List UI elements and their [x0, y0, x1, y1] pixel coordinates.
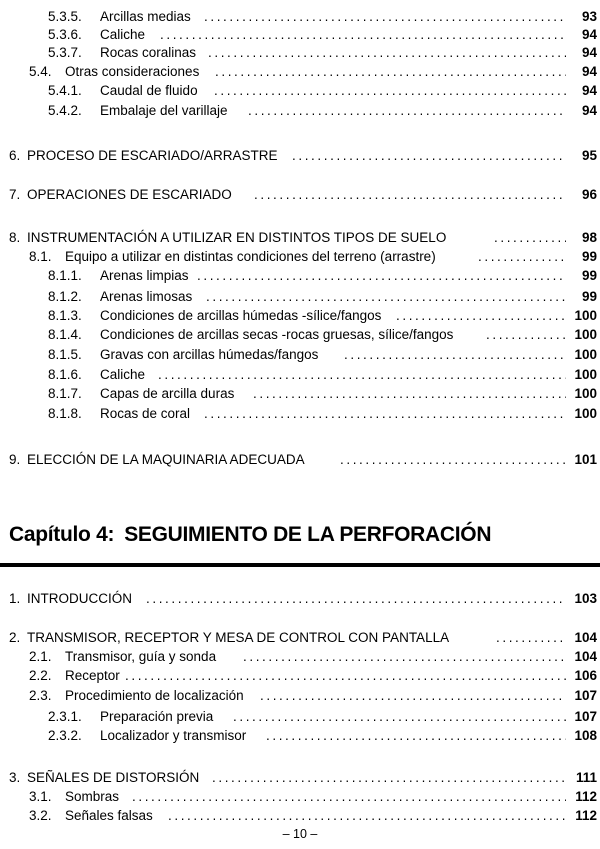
entry-title: Procedimiento de localización — [65, 688, 244, 703]
entry-number: 2.3.1. — [48, 709, 82, 724]
entry-number: 1. — [9, 591, 21, 606]
entry-title: OPERACIONES DE ESCARIADO — [27, 187, 232, 202]
entry-number: 8.1.4. — [48, 327, 82, 342]
toc-entry — [0, 788, 600, 806]
entry-title: Caudal de fluido — [100, 83, 198, 98]
dot-leader — [494, 229, 566, 247]
toc-entry — [0, 648, 600, 666]
toc-entry — [0, 8, 600, 26]
entry-page: 94 — [581, 64, 597, 79]
page-number: – 10 – — [282, 827, 318, 841]
entry-number: 8.1. — [29, 249, 52, 264]
entry-title: SEÑALES DE DISTORSIÓN — [27, 770, 200, 785]
entry-number: 8.1.3. — [48, 308, 82, 323]
entry-title: TRANSMISOR, RECEPTOR Y MESA DE CONTROL CON PANTALLA — [27, 630, 450, 645]
dot-leader — [197, 267, 566, 285]
entry-page: 107 — [574, 709, 597, 724]
toc-entry — [0, 708, 600, 726]
entry-page: 112 — [575, 808, 597, 823]
entry-title: Sombras — [65, 789, 120, 804]
dot-leader — [486, 326, 566, 344]
dot-leader — [132, 788, 566, 806]
entry-title: Equipo a utilizar en distintas condiciones del terreno (arrastre) — [65, 249, 436, 264]
toc-entry — [0, 687, 600, 705]
entry-page: 100 — [574, 367, 597, 382]
dot-leader — [496, 629, 566, 647]
dot-leader — [158, 366, 566, 384]
toc-entry — [0, 727, 600, 745]
entry-number: 5.4.2. — [48, 103, 82, 118]
entry-title: Embalaje del varillaje — [100, 103, 228, 118]
entry-number: 7. — [9, 187, 21, 202]
dot-leader — [204, 8, 566, 26]
dot-leader — [206, 288, 566, 306]
toc-entry — [0, 229, 600, 247]
entry-page: 103 — [574, 591, 597, 606]
entry-title: Arenas limosas — [100, 289, 193, 304]
toc-entry — [0, 82, 600, 100]
toc-entry — [0, 186, 600, 204]
toc-entry — [0, 267, 600, 285]
entry-number: 5.3.7. — [48, 45, 82, 60]
entry-title: Condiciones de arcillas húmedas -sílice/fangos — [100, 308, 382, 323]
dot-leader — [168, 807, 566, 825]
dot-leader — [146, 590, 566, 608]
toc-entry — [0, 288, 600, 306]
entry-number: 5.3.5. — [48, 9, 82, 24]
entry-number: 6. — [9, 148, 21, 163]
entry-page: 100 — [574, 327, 597, 342]
toc-entry — [0, 248, 600, 266]
chapter-divider — [0, 563, 600, 567]
entry-title: Transmisor, guía y sonda — [65, 649, 217, 664]
entry-number: 3.2. — [29, 808, 52, 823]
entry-title: Arcillas medias — [100, 9, 191, 24]
dot-leader — [253, 385, 566, 403]
entry-number: 2.1. — [29, 649, 52, 664]
entry-number: 8.1.7. — [48, 386, 82, 401]
entry-number: 8.1.1. — [48, 268, 82, 283]
entry-title: Arenas limpias — [100, 268, 189, 283]
dot-leader — [160, 26, 566, 44]
entry-page: 94 — [581, 27, 597, 42]
dot-leader — [292, 147, 566, 165]
chapter-title: SEGUIMIENTO DE LA PERFORACIÓN — [124, 523, 492, 546]
dot-leader — [204, 405, 566, 423]
dot-leader — [214, 82, 566, 100]
dot-leader — [215, 63, 566, 81]
toc-entry — [0, 405, 600, 423]
entry-title: Señales falsas — [65, 808, 153, 823]
entry-number: 3. — [9, 770, 21, 785]
chapter-label: Capítulo 4: — [9, 523, 115, 546]
dot-leader — [344, 346, 566, 364]
entry-title: Localizador y transmisor — [100, 728, 247, 743]
dot-leader — [243, 648, 566, 666]
entry-title: INSTRUMENTACIÓN A UTILIZAR EN DISTINTOS TIPOS DE SUELO — [27, 230, 447, 245]
entry-page: 95 — [581, 148, 597, 163]
entry-number: 8.1.6. — [48, 367, 82, 382]
entry-title: INTRODUCCIÓN — [27, 591, 132, 606]
entry-number: 8.1.5. — [48, 347, 82, 362]
entry-number: 2.3. — [29, 688, 52, 703]
toc-entry — [0, 326, 600, 344]
dot-leader — [248, 102, 566, 120]
toc-entry — [0, 629, 600, 647]
entry-page: 107 — [574, 688, 597, 703]
entry-number: 5.4. — [29, 64, 52, 79]
dot-leader — [260, 687, 566, 705]
toc-entry — [0, 26, 600, 44]
entry-number: 2.3.2. — [48, 728, 82, 743]
entry-title: Caliche — [100, 27, 146, 42]
toc-entry — [0, 147, 600, 165]
toc-entry — [0, 366, 600, 384]
entry-page: 100 — [574, 406, 597, 421]
entry-page: 98 — [581, 230, 597, 245]
toc-entry — [0, 385, 600, 403]
entry-page: 112 — [575, 789, 597, 804]
toc-entry — [0, 63, 600, 81]
dot-leader — [125, 667, 566, 685]
entry-page: 100 — [574, 386, 597, 401]
entry-number: 5.3.6. — [48, 27, 82, 42]
entry-page: 104 — [574, 630, 597, 645]
entry-page: 94 — [581, 103, 597, 118]
entry-title: Otras consideraciones — [65, 64, 200, 79]
toc-entry — [0, 667, 600, 685]
entry-title: Caliche — [100, 367, 146, 382]
entry-title: Preparación previa — [100, 709, 214, 724]
entry-title: Rocas de coral — [100, 406, 191, 421]
entry-number: 9. — [9, 452, 21, 467]
entry-page: 106 — [574, 668, 597, 683]
toc-entry — [0, 44, 600, 62]
entry-page: 93 — [581, 9, 597, 24]
entry-number: 8.1.2. — [48, 289, 82, 304]
toc-entry — [0, 807, 600, 825]
entry-page: 101 — [574, 452, 597, 467]
dot-leader — [396, 307, 566, 325]
entry-number: 5.4.1. — [48, 83, 82, 98]
entry-number: 8.1.8. — [48, 406, 82, 421]
entry-number: 8. — [9, 230, 21, 245]
entry-page: 108 — [574, 728, 597, 743]
dot-leader — [340, 451, 566, 469]
entry-page: 111 — [575, 770, 597, 785]
dot-leader — [208, 44, 566, 62]
entry-number: 2.2. — [29, 668, 52, 683]
toc-entry — [0, 346, 600, 364]
dot-leader — [478, 248, 566, 266]
dot-leader — [254, 186, 566, 204]
entry-page: 99 — [581, 249, 597, 264]
entry-page: 99 — [581, 289, 597, 304]
toc-entry — [0, 769, 600, 787]
entry-title: Condiciones de arcillas secas -rocas gruesas, sílice/fangos — [100, 327, 454, 342]
entry-title: PROCESO DE ESCARIADO/ARRASTRE — [27, 148, 278, 163]
toc-entry — [0, 590, 600, 608]
entry-page: 94 — [581, 45, 597, 60]
dot-leader — [212, 769, 566, 787]
entry-page: 99 — [581, 268, 597, 283]
entry-title: Capas de arcilla duras — [100, 386, 235, 401]
entry-title: Rocas coralinas — [100, 45, 197, 60]
chapter-heading — [9, 523, 491, 547]
entry-page: 100 — [574, 308, 597, 323]
entry-title: ELECCIÓN DE LA MAQUINARIA ADECUADA — [27, 452, 305, 467]
entry-title: Gravas con arcillas húmedas/fangos — [100, 347, 319, 362]
entry-page: 94 — [581, 83, 597, 98]
entry-page: 104 — [574, 649, 597, 664]
toc-entry — [0, 102, 600, 120]
dot-leader — [266, 727, 566, 745]
entry-number: 3.1. — [29, 789, 52, 804]
entry-number: 2. — [9, 630, 21, 645]
dot-leader — [233, 708, 566, 726]
entry-page: 100 — [574, 347, 597, 362]
entry-title: Receptor — [65, 668, 120, 683]
entry-page: 96 — [581, 187, 597, 202]
toc-entry — [0, 307, 600, 325]
toc-entry — [0, 451, 600, 469]
